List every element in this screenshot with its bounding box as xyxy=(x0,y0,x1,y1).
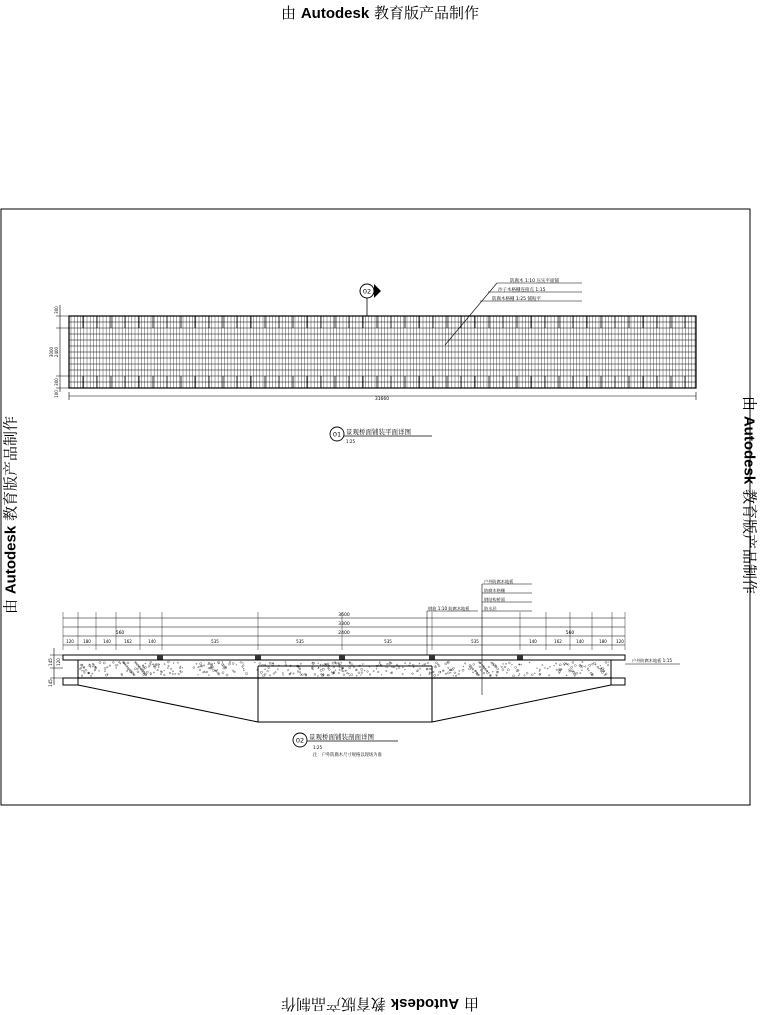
section-abutment-left xyxy=(63,678,78,685)
sheet-border xyxy=(1,209,750,805)
section-dim-label: 3600 xyxy=(338,612,350,618)
plan-dim-label: 300 xyxy=(54,378,59,386)
section-height-label: 120 xyxy=(56,658,61,666)
plan-dim-label: 300 xyxy=(54,306,59,314)
section-abutment-right xyxy=(611,678,625,685)
section-callout-text: 户外防腐木地板 1:15 xyxy=(632,657,672,664)
plan-left-dimensions xyxy=(49,305,69,398)
section-dim-segment: 180 xyxy=(83,639,91,644)
plan-bottom-dimension xyxy=(69,392,696,402)
section-detail-number: 02 xyxy=(296,737,304,745)
section-dim-segment: 140 xyxy=(576,639,584,644)
plan-dim-label: 100 xyxy=(54,390,59,398)
section-note: 注：户外防腐木尺寸规格以现场为准 xyxy=(313,751,382,758)
section-view xyxy=(48,578,680,758)
section-callout-text: 户外防腐木地板 xyxy=(484,578,514,585)
section-height-label: 145 xyxy=(48,658,53,666)
section-title-block xyxy=(293,732,398,758)
section-dim-segment: 535 xyxy=(211,639,219,644)
section-callout-text: 钢结构桥面 xyxy=(484,596,505,603)
section-callout-text: 防水层 xyxy=(484,605,497,612)
plan-dim-overall: 31660 xyxy=(375,396,389,402)
section-dim-segment: 535 xyxy=(296,639,304,644)
watermark-right: 由 Autodesk 教育版产品制作 xyxy=(740,396,760,594)
section-dim-segment: 180 xyxy=(599,639,607,644)
section-dim-label: 560 xyxy=(566,630,575,636)
watermark-top: 由 Autodesk 教育版产品制作 xyxy=(0,2,760,23)
section-dim-label: 560 xyxy=(116,630,125,636)
plan-callout-text: 防腐木 1:10 压实平面铺 xyxy=(510,277,559,284)
plan-scale: 1:25 xyxy=(346,439,355,444)
section-dim-segment: 162 xyxy=(124,639,132,644)
plan-view xyxy=(49,277,696,444)
section-dim-segment: 140 xyxy=(103,639,111,644)
plan-dim-label: 2400 xyxy=(54,346,59,357)
section-marker xyxy=(360,284,381,316)
section-dim-segment: 535 xyxy=(471,639,479,644)
section-marker-arrow-icon xyxy=(374,284,381,298)
section-callout-text: 钢筋 1:10 防腐木地板 xyxy=(428,605,470,612)
plan-detail-number: 01 xyxy=(333,431,341,439)
plan-callout-text: 沙子木格栅连接点 1:15 xyxy=(498,286,546,293)
watermark-bottom: 由 Autodesk 教育版产品制作 xyxy=(0,994,760,1015)
section-dim-label: 2400 xyxy=(338,630,350,636)
section-height-label: 145 xyxy=(48,679,53,687)
section-dim-segment: 162 xyxy=(554,639,562,644)
plan-callout-text: 防腐木格栅 1:25 铺贴平 xyxy=(492,295,541,302)
section-dimensions xyxy=(63,612,625,650)
watermark-left: 由 Autodesk 教育版产品制作 xyxy=(0,416,21,614)
section-marker-number: 02 xyxy=(363,288,371,296)
section-callout-text: 防腐木格栅 xyxy=(484,587,506,594)
section-height-dims xyxy=(48,648,63,687)
plan-dim-label: 3000 xyxy=(49,346,54,357)
section-dim-segment: 535 xyxy=(384,639,392,644)
section-dim-segment: 140 xyxy=(529,639,537,644)
section-dim-segment: 140 xyxy=(148,639,156,644)
section-title: 景观桥面铺装剖面详图 xyxy=(309,732,375,741)
section-scale: 1:25 xyxy=(313,745,322,750)
section-dim-label: 3300 xyxy=(338,621,350,627)
plan-title-block xyxy=(330,427,432,444)
section-dim-segment: 120 xyxy=(616,639,624,644)
section-dim-segment: 120 xyxy=(66,639,74,644)
section-deck xyxy=(63,655,625,722)
plan-title: 景观桥面铺装平面详图 xyxy=(346,427,412,436)
